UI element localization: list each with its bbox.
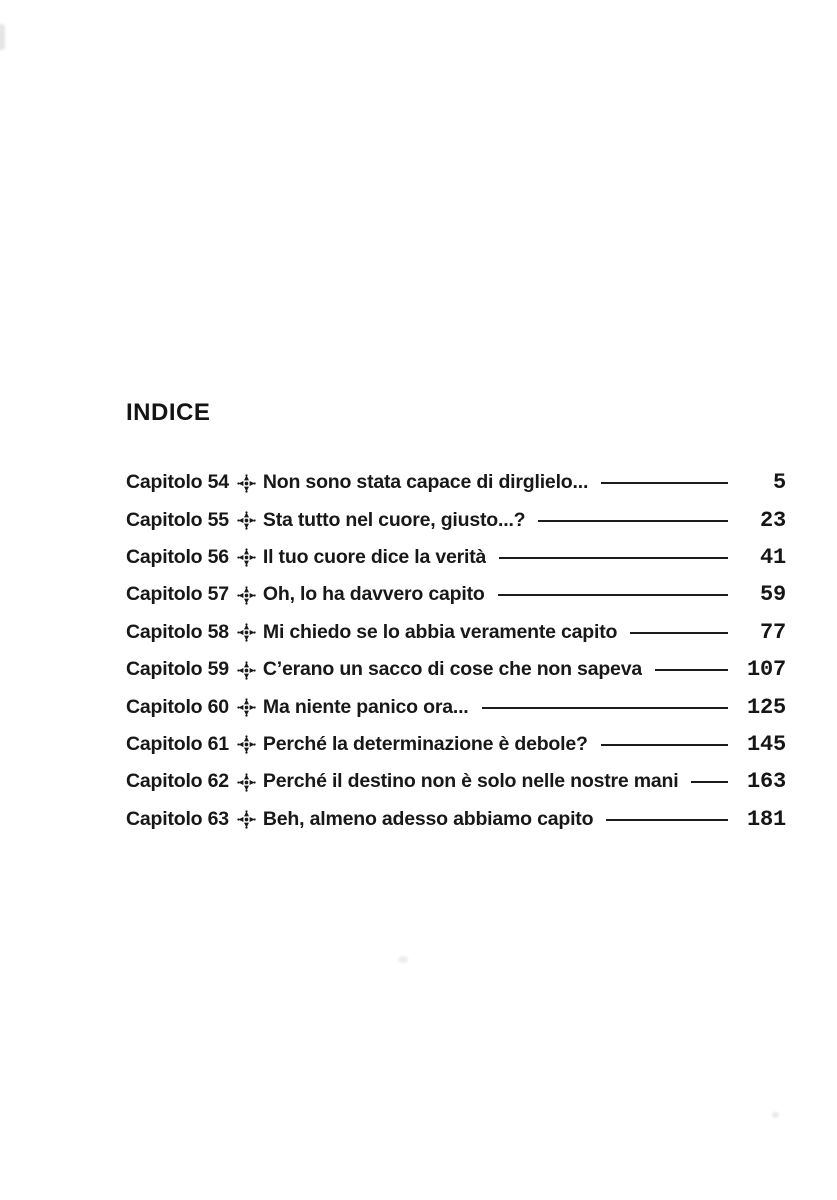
- chapter-label: Capitolo 57: [126, 583, 229, 606]
- four-arrow-cross-icon: [237, 810, 256, 829]
- toc-entry: [126, 763, 786, 800]
- page-number: 59: [759, 582, 786, 608]
- chapter-title: Beh, almeno adesso abbiamo capito: [262, 807, 594, 830]
- chapter-label: Capitolo 63: [126, 807, 229, 830]
- leader-line: [538, 520, 728, 522]
- table-of-contents: [126, 398, 786, 838]
- four-arrow-cross-icon: [237, 586, 256, 605]
- chapter-title: C’erano un sacco di cose che non sapeva: [262, 658, 642, 681]
- chapter-label: Capitolo 62: [126, 770, 229, 793]
- page-number: 107: [746, 657, 786, 683]
- page-title: INDICE: [126, 399, 211, 426]
- page-number: 181: [746, 806, 786, 832]
- four-arrow-cross-icon: [237, 623, 256, 642]
- toc-entry: [126, 688, 786, 725]
- chapter-title: Ma niente panico ora...: [262, 695, 469, 718]
- leader-line: [601, 482, 728, 484]
- toc-entry: [126, 801, 786, 838]
- page-number: 77: [759, 619, 786, 645]
- chapter-title: Mi chiedo se lo abbia veramente capito: [262, 620, 618, 643]
- chapter-title: Perché il destino non è solo nelle nostre mani: [262, 770, 679, 793]
- toc-list: [126, 464, 786, 838]
- chapter-label: Capitolo 58: [126, 620, 229, 643]
- chapter-label: Capitolo 54: [126, 471, 229, 494]
- leader-line: [499, 557, 728, 559]
- page-number: 23: [759, 507, 786, 533]
- leader-line: [606, 819, 728, 821]
- leader-line: [691, 781, 728, 783]
- page-number: 163: [746, 769, 786, 795]
- four-arrow-cross-icon: [237, 474, 256, 493]
- leader-line: [482, 707, 728, 709]
- page-number: 125: [746, 694, 786, 720]
- leader-line: [498, 594, 728, 596]
- page-number: 41: [759, 544, 786, 570]
- leader-line: [601, 744, 728, 746]
- chapter-label: Capitolo 60: [126, 695, 229, 718]
- toc-entry: [126, 464, 786, 501]
- page-number: 145: [746, 731, 786, 757]
- chapter-title: Non sono stata capace di dirglielo...: [262, 471, 589, 494]
- toc-entry: [126, 576, 786, 613]
- leader-line: [630, 632, 728, 634]
- four-arrow-cross-icon: [237, 661, 256, 680]
- page-edge-scan-artifact: [0, 24, 5, 50]
- toc-entry: [126, 539, 786, 576]
- chapter-label: Capitolo 59: [126, 658, 229, 681]
- chapter-title: Oh, lo ha davvero capito: [262, 583, 485, 606]
- page-number: 5: [772, 470, 786, 496]
- toc-entry: [126, 651, 786, 688]
- four-arrow-cross-icon: [237, 698, 256, 717]
- chapter-title: Perché la determinazione è debole?: [262, 732, 588, 755]
- four-arrow-cross-icon: [237, 511, 256, 530]
- chapter-label: Capitolo 56: [126, 545, 229, 568]
- four-arrow-cross-icon: [237, 735, 256, 754]
- chapter-label: Capitolo 61: [126, 732, 229, 755]
- paper-speck: [772, 1112, 779, 1118]
- four-arrow-cross-icon: [237, 548, 256, 567]
- chapter-title: Il tuo cuore dice la verità: [262, 545, 487, 568]
- paper-speck: [398, 956, 408, 963]
- leader-line: [655, 669, 728, 671]
- toc-entry: [126, 726, 786, 763]
- chapter-title: Sta tutto nel cuore, giusto...?: [262, 508, 526, 531]
- toc-entry: [126, 501, 786, 538]
- toc-entry: [126, 614, 786, 651]
- chapter-label: Capitolo 55: [126, 508, 229, 531]
- four-arrow-cross-icon: [237, 773, 256, 792]
